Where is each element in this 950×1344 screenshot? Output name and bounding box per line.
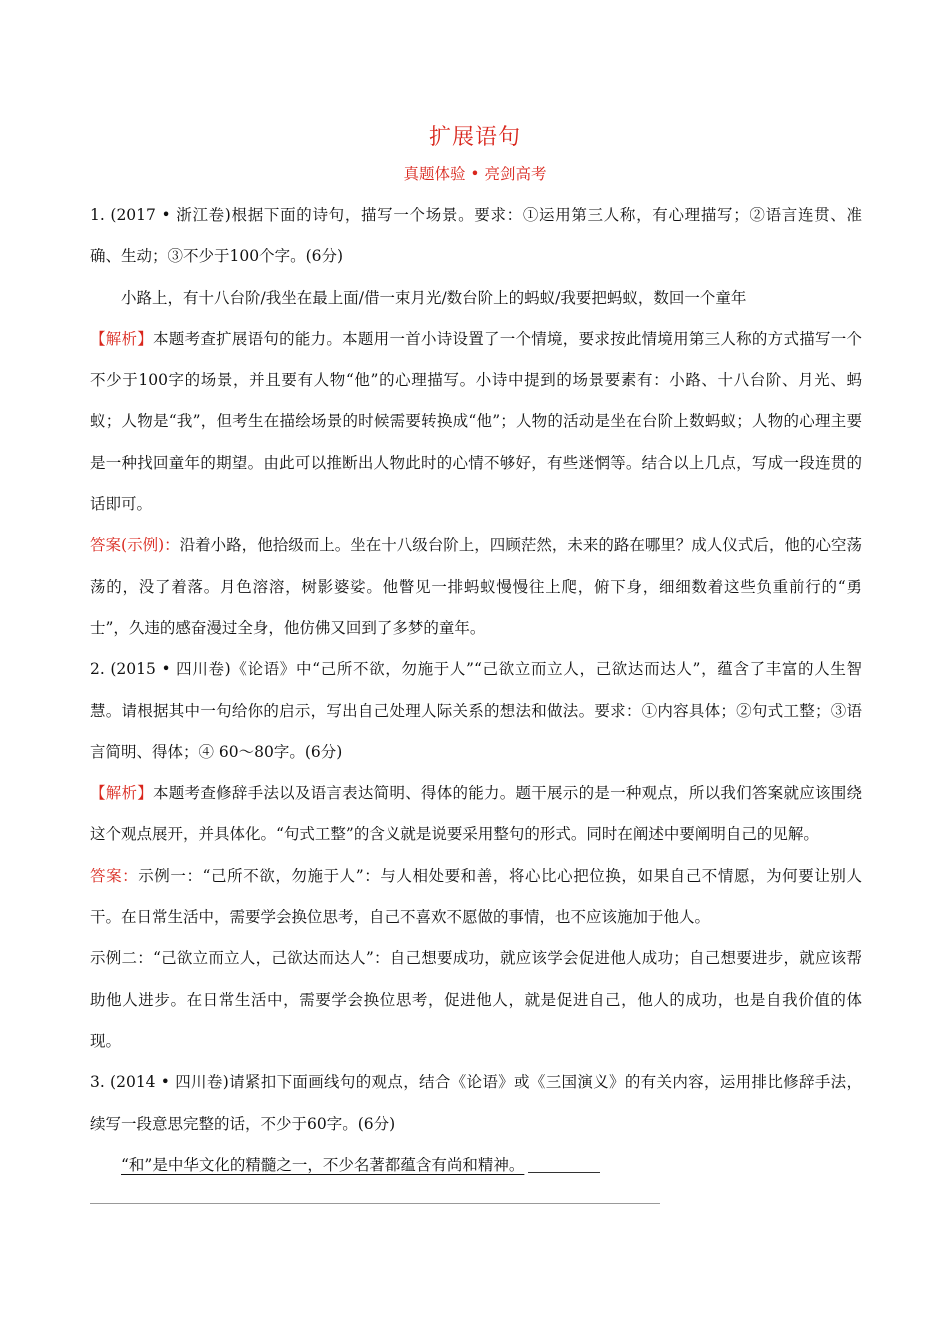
answer-line <box>90 1203 660 1204</box>
question-2-stem: 2. (2015 • 四川卷)《论语》中“己所不欲，勿施于人”“己欲立而立人，己欲达而达人”，蕴含了丰富的人生智慧。请根据其中一句给你的启示，写出自己处理人际关系的想法和做法。要求：①内容具体；②句式工整；③语言简明、得体；④ 60～80字。(6分) <box>90 660 862 761</box>
answer-text: 沿着小路，他拾级而上。坐在十八级台阶上，四顾茫然，未来的路在哪里？成人仪式后，他的心空荡荡的，没了着落。月色溶溶，树影婆娑。他瞥见一排蚂蚁慢慢往上爬，俯下身，细细数着这些负重前行的“勇士”，久违的感奋漫过全身，他仿佛又回到了多梦的童年。 <box>90 536 862 637</box>
question-3-prompt <box>90 1145 862 1186</box>
question-2-answer-example-2: 示例二：“己欲立而立人，己欲达而达人”：自己想要成功，就应该学会促进他人成功；自己想要进步，就应该帮助他人进步。在日常生活中，需要学会换位思考，促进他人，就是促进自己，他人的成功，也是自我价值的体现。 <box>90 949 862 1050</box>
question-2-answer <box>90 856 862 939</box>
analysis-label: 【解析】 <box>90 329 154 348</box>
section-subtitle: 真题体验 • 亮剑高考 <box>403 165 547 183</box>
question-3-stem: 3. (2014 • 四川卷)请紧扣下面画线句的观点，结合《论语》或《三国演义》的有关内容，运用排比修辞手法，续写一段意思完整的话，不少于60字。(6分) <box>90 1073 862 1133</box>
underlined-sentence: “和”是中华文化的精髓之一，不少名著都蕴含有尚和精神。 <box>121 1155 525 1174</box>
document-body <box>90 195 862 1186</box>
answer-text: 示例一：“己所不欲，勿施于人”：与人相处要和善，将心比心把位换，如果自己不情愿，为何要让别人干。在日常生活中，需要学会换位思考，自己不喜欢不愿做的事情，也不应该施加于他人。 <box>90 866 862 927</box>
question-1-analysis <box>90 319 862 525</box>
page-title: 扩展语句 <box>428 125 521 150</box>
answer-label: 答案(示例)： <box>90 536 180 555</box>
analysis-text: 本题考查扩展语句的能力。本题用一首小诗设置了一个情境，要求按此情境用第三人称的方式描写一个不少于100字的场景，并且要有人物“他”的心理描写。小诗中提到的场景要素有：小路、十八台阶、月光、蚂蚁；人物是“我”，但考生在描绘场景的时候需要转换成“他”；人物的活动是坐在台阶上数蚂蚁；人物的心理主要是一种找回童年的期望。由此可以推断出人物此时的心情不够好，有些迷惘等。结合以上几点，写成一段连贯的话即可。 <box>90 329 862 514</box>
question-1-poem: 小路上，有十八台阶/我坐在最上面/借一束月光/数台阶上的蚂蚁/我要把蚂蚁，数回一个童年 <box>121 288 747 307</box>
question-2-analysis <box>90 773 862 856</box>
answer-label: 答案： <box>90 866 139 885</box>
question-1-answer <box>90 525 862 649</box>
analysis-label: 【解析】 <box>90 784 154 803</box>
question-1-stem: 1. (2017 • 浙江卷)根据下面的诗句，描写一个场景。要求：①运用第三人称，有心理描写；②语言连贯、准确、生动；③不少于100个字。(6分) <box>90 206 862 266</box>
answer-blank[interactable] <box>528 1158 600 1173</box>
analysis-text: 本题考查修辞手法以及语言表达简明、得体的能力。题干展示的是一种观点，所以我们答案就应该围绕这个观点展开，并具体化。“句式工整”的含义就是说要采用整句的形式。同时在阐述中要阐明自己的见解。 <box>90 784 862 844</box>
